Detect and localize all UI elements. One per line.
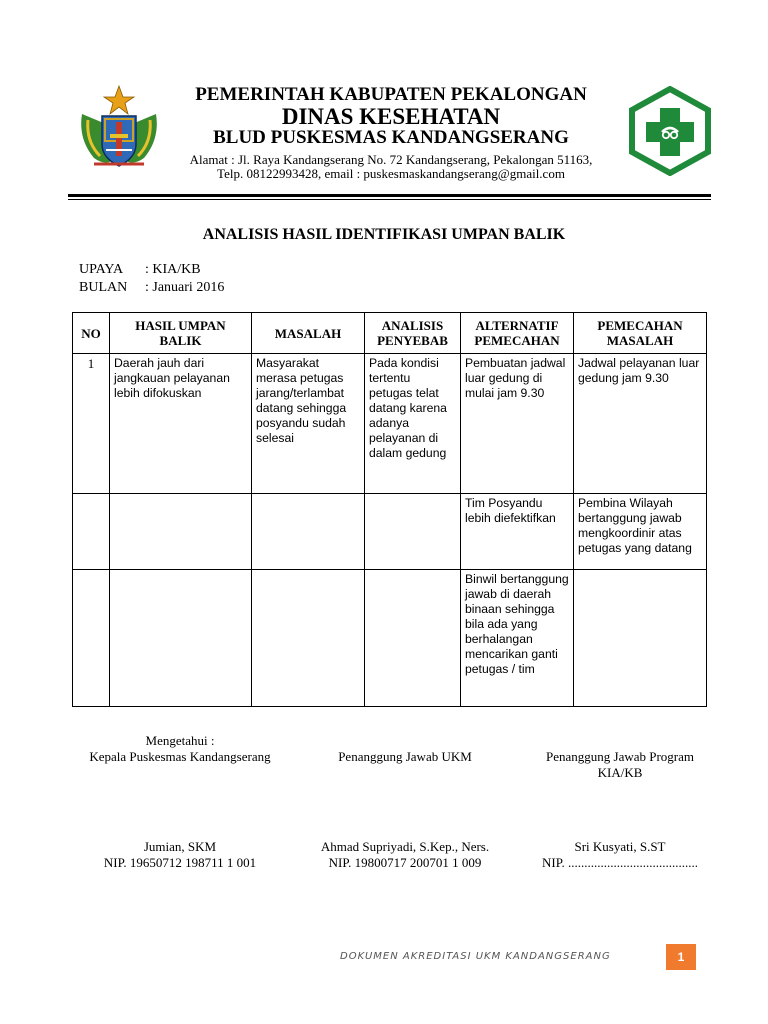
letterhead-institution: BLUD PUSKESMAS KANDANGSERANG <box>213 127 569 148</box>
sig-col3-title-1: Penanggung Jawab Program <box>545 749 695 764</box>
cell-no <box>73 570 110 707</box>
header-no: NO <box>73 313 110 354</box>
header-alternatif-pemecahan: ALTERNATIF PEMECAHAN <box>461 313 574 354</box>
header-hasil-umpan-balik: HASIL UMPAN BALIK <box>110 313 252 354</box>
cell-masalah <box>252 570 365 707</box>
cell-penyebab <box>365 570 461 707</box>
letterhead-address: Alamat : Jl. Raya Kandangserang No. 72 Kandangserang, Pekalongan 51163, <box>189 152 593 167</box>
table-row <box>73 570 707 707</box>
sig-col2-title: Penanggung Jawab UKM <box>338 749 472 764</box>
meta-bulan-value: : Januari 2016 <box>145 280 225 295</box>
cell-masalah <box>252 494 365 570</box>
cell-pemecahan <box>574 570 707 707</box>
cell-hasil <box>110 570 252 707</box>
letterhead-rule-thin <box>68 199 711 200</box>
sig-col3-nip: NIP. ........................................ <box>541 855 698 870</box>
cell-penyebab: Pada kondisi tertentu petugas telat datang karena adanya pelayanan di dalam gedung <box>365 354 461 494</box>
footer-document-label: DOKUMEN AKREDITASI UKM KANDANGSERANG <box>340 951 611 962</box>
cell-pemecahan: Pembina Wilayah bertanggung jawab mengkoordinir atas petugas yang datang <box>574 494 707 570</box>
sig-mengetahui: Mengetahui : <box>145 733 215 748</box>
cell-alternatif: Tim Posyandu lebih diefektifkan <box>461 494 574 570</box>
cell-no: 1 <box>73 354 110 494</box>
cell-no <box>73 494 110 570</box>
sig-col2-nip: NIP. 19800717 200701 1 009 <box>328 855 482 870</box>
letterhead-department: DINAS KESEHATAN <box>281 104 501 129</box>
letterhead-rule-thick <box>68 194 711 197</box>
sig-col1-title: Kepala Puskesmas Kandangserang <box>89 749 271 764</box>
meta-upaya <box>79 262 201 278</box>
header-masalah: MASALAH <box>252 313 365 354</box>
meta-bulan <box>79 280 224 296</box>
page-number-badge: 1 <box>666 944 696 970</box>
cell-alternatif: Binwil bertanggung jawab di daerah binaan sehingga bila ada yang berhalangan mencarikan ganti petugas / tim <box>461 570 574 707</box>
feedback-analysis-table <box>72 312 707 707</box>
letterhead-government: PEMERINTAH KABUPATEN PEKALONGAN <box>195 84 587 105</box>
table-header-row <box>73 313 707 354</box>
header-analisis-penyebab: ANALISIS PENYEBAB <box>365 313 461 354</box>
sig-col3-name: Sri Kusyati, S.ST <box>574 839 666 854</box>
cell-hasil: Daerah jauh dari jangkauan pelayanan lebih difokuskan <box>110 354 252 494</box>
header-pemecahan-masalah: PEMECAHAN MASALAH <box>574 313 707 354</box>
meta-upaya-label: UPAYA <box>79 262 124 277</box>
meta-upaya-value: : KIA/KB <box>145 262 201 277</box>
puskesmas-cross-icon <box>626 86 714 176</box>
meta-bulan-label: BULAN <box>79 280 128 295</box>
sig-col1-nip: NIP. 19650712 198711 1 001 <box>103 855 257 870</box>
regency-crest-icon <box>76 84 162 170</box>
cell-masalah: Masyarakat merasa petugas jarang/terlambat datang sehingga posyandu sudah selesai <box>252 354 365 494</box>
table-row <box>73 354 707 494</box>
sig-col1-name: Jumian, SKM <box>143 839 217 854</box>
cell-alternatif: Pembuatan jadwal luar gedung di mulai jam 9.30 <box>461 354 574 494</box>
cell-hasil <box>110 494 252 570</box>
table-row <box>73 494 707 570</box>
letterhead-contact: Telp. 08122993428, email : puskesmaskandangserang@gmail.com <box>217 166 565 181</box>
cell-pemecahan: Jadwal pelayanan luar gedung jam 9.30 <box>574 354 707 494</box>
cell-penyebab <box>365 494 461 570</box>
sig-col3-title-2: KIA/KB <box>597 765 643 780</box>
document-title: ANALISIS HASIL IDENTIFIKASI UMPAN BALIK <box>202 226 566 243</box>
sig-col2-name: Ahmad Supriyadi, S.Kep., Ners. <box>320 839 490 854</box>
